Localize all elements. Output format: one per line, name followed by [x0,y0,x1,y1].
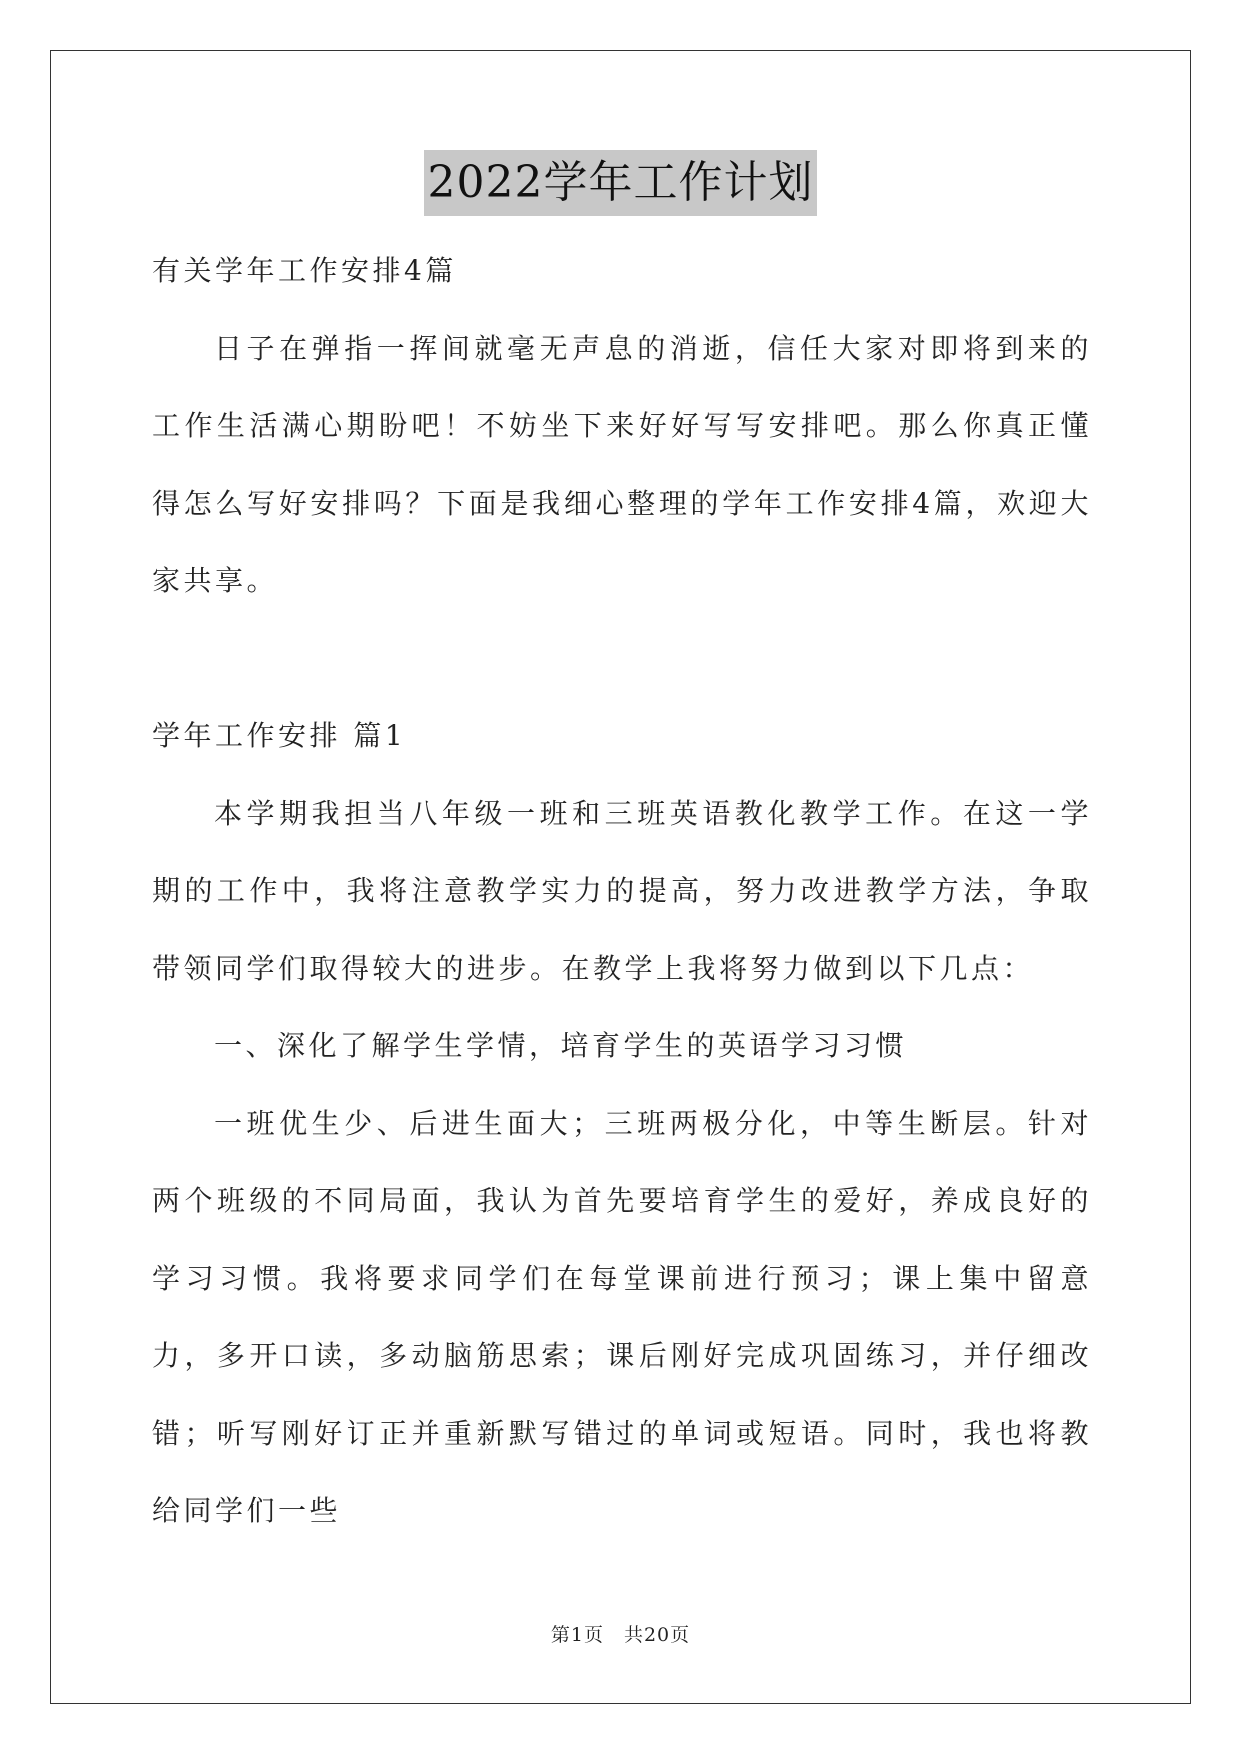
intro-paragraph: 日子在弹指一挥间就毫无声息的消逝，信任大家对即将到来的工作生活满心期盼吧！不妨坐下来好好写写安排吧。那么你真正懂得怎么写好安排吗？下面是我细心整理的学年工作安排4篇，欢迎大家共享。 [152,331,1092,597]
document-body [152,232,1092,1550]
page-number-footer: 第1页 共20页 [550,1624,691,1646]
section-paragraph: 本学期我担当八年级一班和三班英语教化教学工作。在这一学期的工作中，我将注意教学实力的提高，努力改进教学方法，争取带领同学们取得较大的进步。在教学上我将努力做到以下几点： [152,796,1092,985]
section-heading: 学年工作安排 篇1 [152,719,407,752]
section-paragraph: 一、深化了解学生学情，培育学生的英语学习习惯 [214,1029,908,1062]
document-subtitle: 有关学年工作安排4篇 [152,254,457,287]
section-paragraph: 一班优生少、后进生面大；三班两极分化，中等生断层。针对两个班级的不同局面，我认为首先要培育学生的爱好，养成良好的学习习惯。我将要求同学们在每堂课前进行预习；课上集中留意力，多开口读，多动脑筋思索；课后刚好完成巩固练习，并仔细改错；听写刚好订正并重新默写错过的单词或短语。同时，我也将教给同学们一些 [152,1106,1092,1527]
title-container [0,150,1241,216]
section-gap [152,620,1092,698]
document-title: 2022学年工作计划 [424,150,818,216]
